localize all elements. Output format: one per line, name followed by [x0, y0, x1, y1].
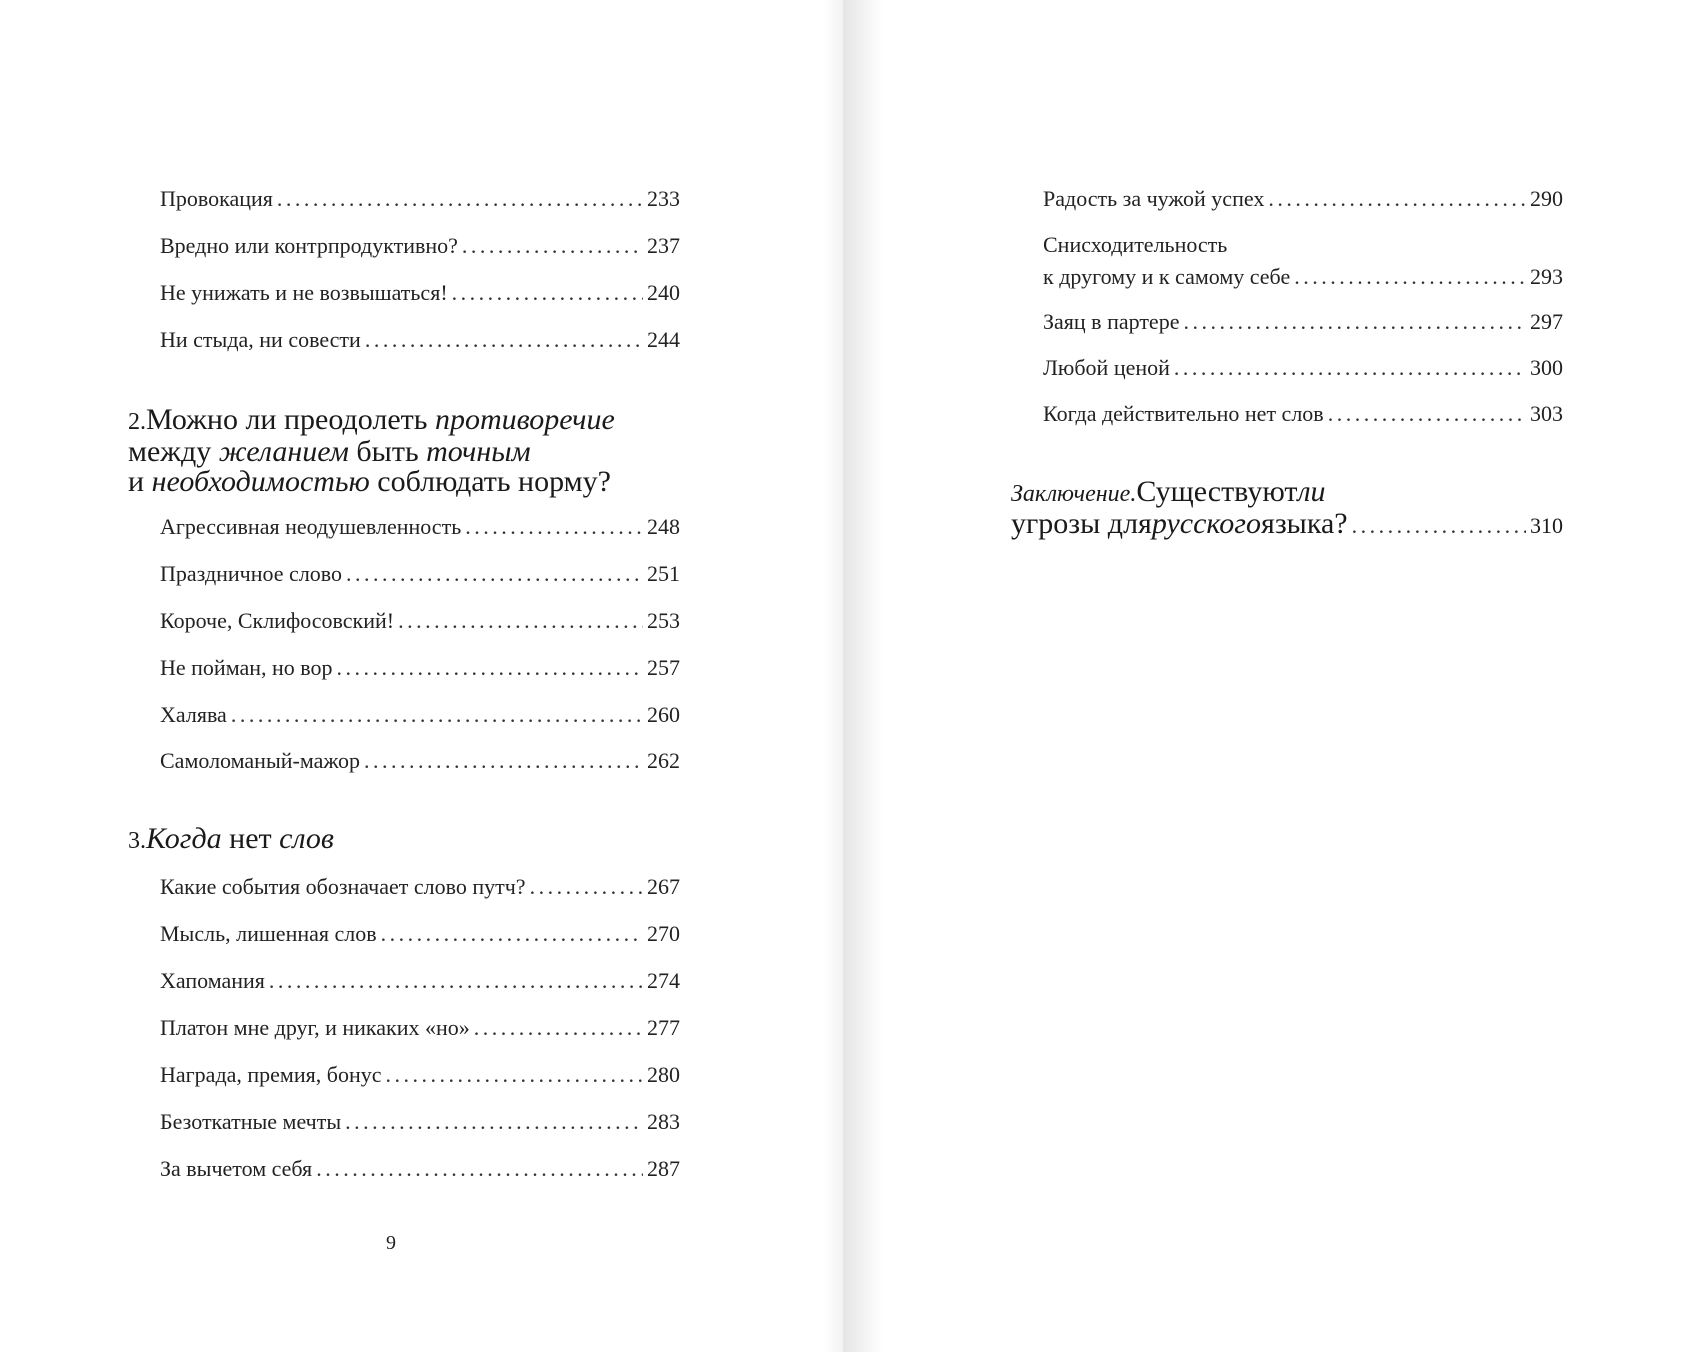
toc-entry-title: Праздничное слово	[160, 561, 343, 586]
leader-dots	[474, 1015, 643, 1041]
toc-entry-page: 287	[647, 1156, 680, 1181]
toc-entry-page: 244	[647, 327, 680, 352]
toc-entry-title: Хапомания	[160, 968, 265, 993]
toc-entry[interactable]	[160, 280, 680, 306]
toc-entry-page: 303	[1530, 401, 1563, 426]
leader-dots	[1294, 264, 1526, 290]
leader-dots	[365, 327, 643, 353]
leader-dots	[1183, 309, 1526, 335]
toc-entry[interactable]	[160, 1109, 680, 1135]
section-3-heading[interactable]	[128, 824, 334, 856]
toc-entry-title: Провокация	[160, 186, 273, 211]
section-2-heading-line3	[128, 467, 615, 497]
toc-entry-page: 240	[647, 280, 680, 305]
leader-dots	[316, 1156, 643, 1182]
heading-text-italic: необходимостью	[151, 465, 370, 498]
toc-entry-page: 293	[1530, 264, 1563, 289]
heading-text: Существуют	[1136, 475, 1298, 508]
toc-entry[interactable]	[1043, 401, 1563, 427]
toc-entry-title: Снисходительность	[1043, 232, 1228, 257]
leader-dots	[462, 233, 643, 259]
toc-entry-page: 257	[647, 655, 680, 680]
toc-entry-title: Заяц в партере	[1043, 309, 1180, 334]
toc-entry-title: За вычетом себя	[160, 1156, 313, 1181]
toc-entry-page: 248	[647, 514, 680, 539]
heading-text: соблюдать норму?	[369, 465, 611, 498]
toc-entry-page: 283	[647, 1109, 680, 1134]
toc-entry[interactable]	[160, 968, 680, 994]
leader-dots	[398, 608, 643, 634]
toc-entry-page: 267	[647, 874, 680, 899]
leader-dots	[385, 1062, 643, 1088]
leader-dots	[1174, 355, 1526, 381]
conclusion-line1	[1011, 477, 1563, 509]
toc-entry-page: 270	[647, 921, 680, 946]
toc-entry-page: 251	[647, 561, 680, 586]
toc-entry-title: Безоткатные мечты	[160, 1109, 342, 1134]
toc-entry[interactable]	[1043, 186, 1563, 212]
leader-dots	[345, 1109, 643, 1135]
toc-entry-title: Радость за чужой успех	[1043, 186, 1265, 211]
toc-entry-title: Любой ценой	[1043, 355, 1170, 380]
heading-text: быть	[348, 435, 427, 468]
toc-entry[interactable]	[160, 514, 680, 540]
toc-entry[interactable]	[160, 327, 680, 353]
toc-entry-page: 237	[647, 233, 680, 258]
toc-entry[interactable]	[1043, 232, 1563, 290]
conclusion-line2	[1011, 509, 1563, 541]
toc-entry-title: Агрессивная неодушевленность	[160, 514, 462, 539]
section-number: 3.	[128, 828, 146, 854]
toc-entry[interactable]	[160, 561, 680, 587]
heading-text: нет	[221, 822, 280, 855]
leader-dots	[337, 655, 643, 681]
toc-entry-page: 297	[1530, 309, 1563, 334]
toc-entry-page: 280	[647, 1062, 680, 1087]
toc-entry-title: к другому и к самому себе	[1043, 264, 1291, 289]
toc-entry[interactable]	[160, 702, 680, 728]
page-number: 9	[386, 1232, 396, 1254]
section-2-heading-line2	[128, 437, 615, 467]
leader-dots	[381, 921, 643, 947]
toc-entry[interactable]	[160, 233, 680, 259]
toc-entry[interactable]	[160, 655, 680, 681]
heading-text-italic: Когда	[146, 822, 222, 855]
toc-entry[interactable]	[160, 921, 680, 947]
heading-text-italic: точным	[426, 435, 531, 468]
toc-entry-page: 262	[647, 748, 680, 773]
toc-entry[interactable]	[160, 1156, 680, 1182]
leader-dots	[277, 186, 643, 212]
right-page	[843, 0, 1686, 1352]
heading-text: и	[128, 465, 152, 498]
leader-dots	[1268, 186, 1526, 212]
section-2-heading[interactable]	[128, 405, 615, 497]
toc-entry[interactable]	[160, 1062, 680, 1088]
heading-text: между	[128, 435, 219, 468]
toc-entry[interactable]	[1043, 355, 1563, 381]
leader-dots	[364, 748, 643, 774]
section-number: 2.	[128, 409, 146, 435]
toc-entry-title: Мысль, лишенная слов	[160, 921, 377, 946]
heading-text-italic: русского	[1151, 507, 1262, 540]
leader-dots	[269, 968, 643, 994]
heading-text: языка?	[1261, 507, 1348, 540]
toc-entry-title: Платон мне друг, и никаких «но»	[160, 1015, 470, 1040]
gutter-shadow	[823, 0, 843, 1352]
toc-entry-line2	[1043, 264, 1563, 290]
toc-entry[interactable]	[160, 748, 680, 774]
toc-entry[interactable]	[1043, 309, 1563, 335]
toc-entry-title: Ни стыда, ни совести	[160, 327, 361, 352]
heading-text-italic: слов	[279, 822, 334, 855]
conclusion-label: Заключение.	[1011, 481, 1137, 507]
toc-entry-title: Какие события обозначает слово путч?	[160, 874, 526, 899]
leader-dots	[231, 702, 643, 728]
leader-dots	[465, 514, 643, 540]
section-2-heading-line1	[128, 405, 615, 437]
toc-entry[interactable]	[160, 1015, 680, 1041]
toc-entry-page: 310	[1530, 513, 1563, 538]
toc-entry-page: 300	[1530, 355, 1563, 380]
conclusion-entry[interactable]	[1011, 477, 1563, 541]
toc-entry-title: Не унижать и не возвышаться!	[160, 280, 448, 305]
leader-dots	[346, 561, 643, 587]
heading-text: Можно ли преодолеть	[146, 403, 435, 436]
toc-entry-page: 253	[647, 608, 680, 633]
leader-dots	[530, 874, 643, 900]
heading-text: угрозы для	[1011, 507, 1152, 540]
toc-entry-title: Награда, премия, бонус	[160, 1062, 382, 1087]
toc-entry[interactable]	[160, 186, 680, 212]
toc-entry[interactable]	[160, 874, 680, 900]
toc-entry-page: 233	[647, 186, 680, 211]
toc-entry-title: Когда действительно нет слов	[1043, 401, 1324, 426]
toc-entry-page: 274	[647, 968, 680, 993]
toc-entry-title: Самоломаный-мажор	[160, 748, 361, 773]
heading-text-italic: желанием	[218, 435, 349, 468]
heading-text-italic: ли	[1297, 475, 1326, 508]
toc-entry-page: 277	[647, 1015, 680, 1040]
toc-entry-page: 290	[1530, 186, 1563, 211]
leader-dots	[1352, 511, 1526, 541]
leader-dots	[452, 280, 643, 306]
toc-entry-title: Не пойман, но вор	[160, 655, 333, 680]
toc-entry-title: Халява	[160, 702, 227, 727]
toc-entry[interactable]	[160, 608, 680, 634]
leader-dots	[1328, 401, 1526, 427]
heading-text-italic: противоречие	[434, 403, 615, 436]
toc-entry-title: Короче, Склифосовский!	[160, 608, 395, 633]
toc-entry-title: Вредно или контрпродуктивно?	[160, 233, 458, 258]
toc-entry-page: 260	[647, 702, 680, 727]
